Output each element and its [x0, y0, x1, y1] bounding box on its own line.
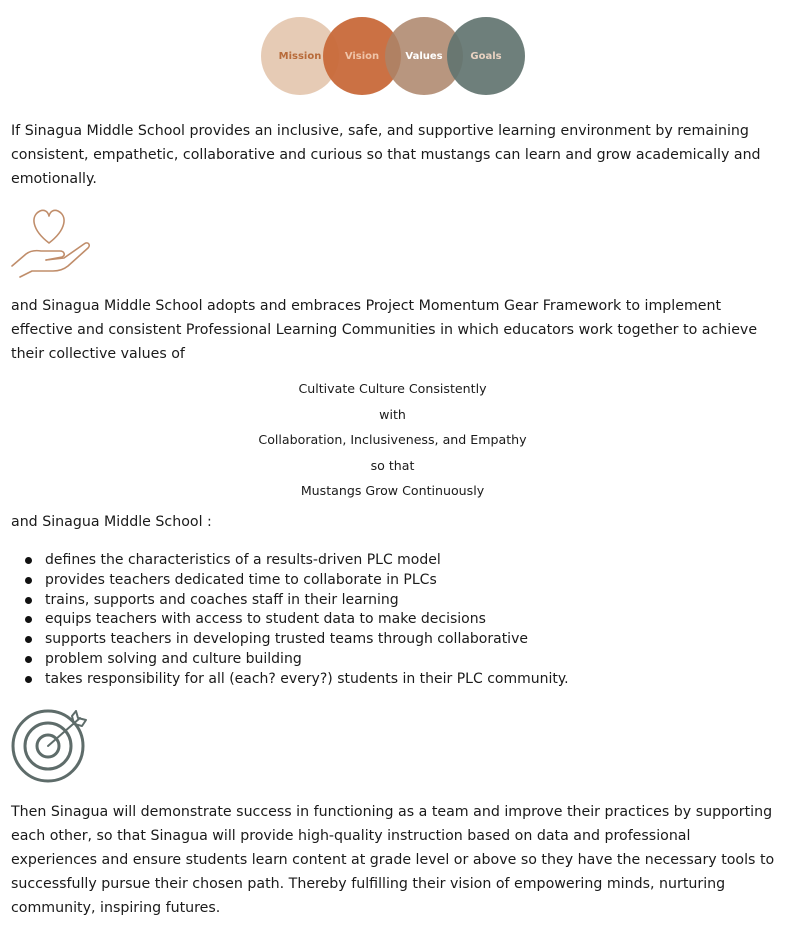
values-line-3: Collaboration, Inclusiveness, and Empathy — [258, 432, 527, 448]
values-line-5: Mustangs Grow Continuously — [300, 483, 485, 499]
list-item: trains, supports and coaches staff in their learning — [11, 591, 569, 611]
values-line-1: Cultivate Culture Consistently — [298, 381, 487, 396]
goals-circle — [447, 17, 525, 95]
goals-label: Goals — [470, 50, 502, 62]
list-item: supports teachers in developing trusted teams through collaborative — [11, 630, 569, 650]
heart-in-hand-icon — [10, 208, 90, 280]
list-item: problem solving and culture building — [11, 650, 569, 670]
list-item: takes responsibility for all (each? every?) students in their PLC community. — [11, 670, 569, 690]
paragraph-goals: Then Sinagua will demonstrate success in functioning as a team and improve their practices by supporting each other, so that Sinagua will provide high-quality instruction based on data and professional experiences and ensure students learn content at grade level or above so they have the necessary tools to successfully pursue their chosen path. Thereby fulfilling their vision of empowering minds, nurturing community, inspiring futures. — [11, 804, 775, 916]
paragraph-mission: If Sinagua Middle School provides an inclusive, safe, and supportive learning environment by remaining consistent, empathetic, collaborative and curious so that mustangs can learn and grow academically and emotionally. — [11, 123, 761, 187]
vision-label: Vision — [344, 50, 380, 62]
mission-label: Mission — [278, 50, 322, 62]
values-line-2: with — [379, 406, 406, 422]
paragraph-framework: and Sinagua Middle School adopts and embraces Project Momentum Gear Framework to implement effective and consistent Professional Learning Communities in which educators work together to achieve their collective values of — [11, 298, 758, 362]
list-item: provides teachers dedicated time to collaborate in PLCs — [11, 571, 569, 591]
values-label: Values — [405, 50, 443, 62]
target-arrow-icon — [10, 708, 90, 784]
values-line-4: so that — [370, 457, 415, 473]
list-item: equips teachers with access to student data to make decisions — [11, 610, 569, 630]
mission-vision-values-goals-diagram — [261, 17, 527, 97]
commitments-list — [11, 551, 569, 690]
commitments-intro: and Sinagua Middle School : — [11, 514, 212, 530]
list-item: defines the characteristics of a results-driven PLC model — [11, 551, 569, 571]
values-statement — [0, 376, 785, 504]
